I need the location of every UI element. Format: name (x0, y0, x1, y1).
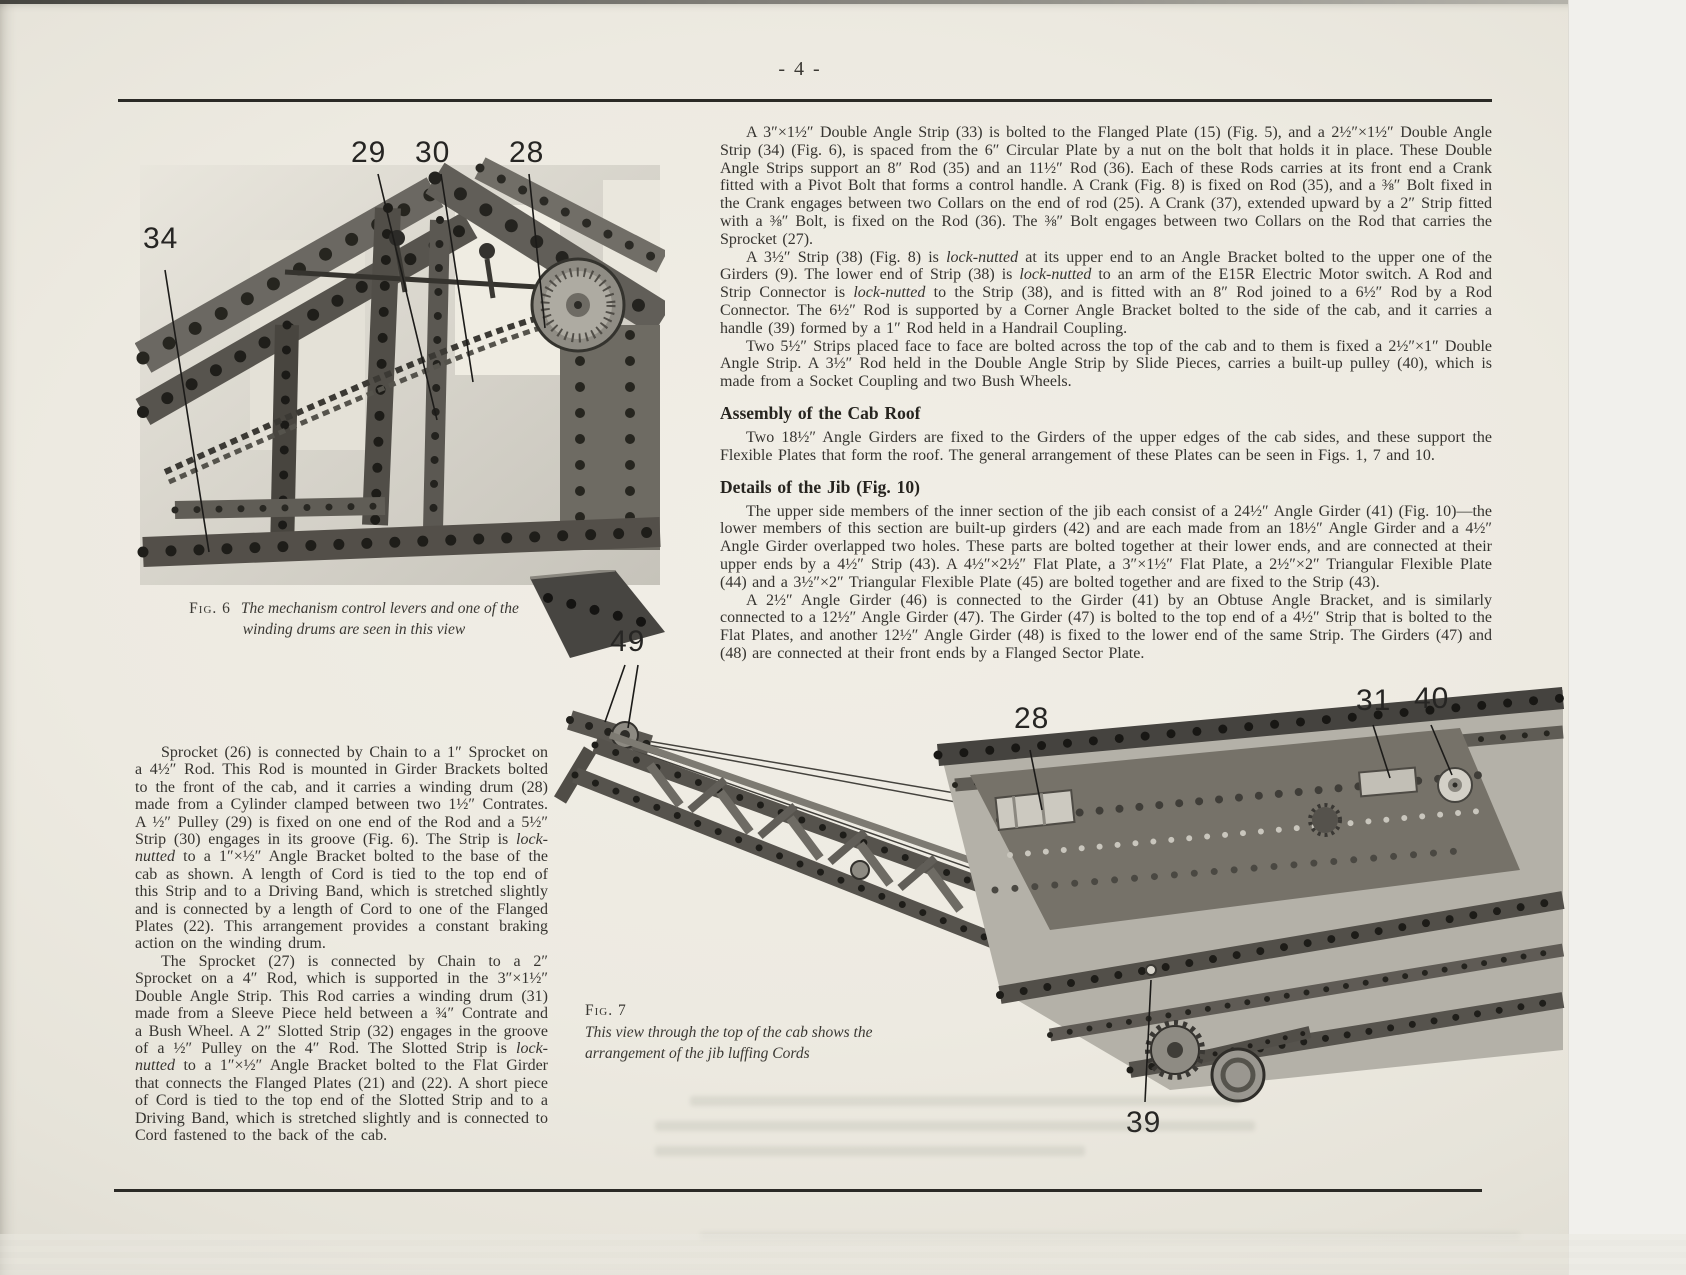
section-heading: Details of the Jib (Fig. 10) (720, 476, 920, 497)
show-through-text (690, 1096, 1240, 1106)
fig7-photo (530, 570, 1565, 1170)
side-plate (560, 325, 660, 550)
fig6-illustration (135, 120, 665, 590)
paragraph: A 2½″ Angle Girder (46) is connected to the Girder (41) by an Obtuse Angle Bracket, and is similarly connected to a 12½″ Angle Girder (47). The Girder (47) is bolted to the top end of a 4½″ Strip that is bolted to the Flat Plates, and another 12½″ Angle Girder (48) is fixed to the lower end of the same Strip. The Girders (47) and (48) are connected at their front ends by a Flanged Sector Plate. (720, 591, 1492, 662)
page-bottom-edge (0, 1234, 1686, 1275)
top-rule (118, 99, 1492, 102)
left-column (135, 744, 548, 1144)
paragraph: The Sprocket (27) is connected by Chain to a 2″ Sprocket on a 4″ Rod, which is supported in the 3″×1½″ Double Angle Strip. This Rod carries a winding drum (31) made from a Sleeve Piece held between a ¾″ Contrate and a Bush Wheel. A 2″ Slotted Strip (32) engages in the groove of a ½″ Pulley on the 4″ Rod. The Slotted Strip is lock-nutted to a 1″×½″ Angle Bracket bolted to the Flat Girder that connects the Flanged Plates (21) and (22). A short piece of Cord is tied to the top end of the Slotted Strip and to a Driving Band, which is stretched slightly and is connected to Cord fastened to the back of the cab. (135, 952, 548, 1144)
paragraph: Sprocket (26) is connected by Chain to a 1″ Sprocket on a 4½″ Rod. This Rod is mounted in Girder Brackets bolted to the front of the cab, and it carries a winding drum (28) made from a Cylinder clamped between two 1½″ Contrates. A ½″ Pulley (29) is fixed on one end of the Rod and a 5½″ Strip (30) engages in its groove (Fig. 6). The Strip is lock-nutted to a 1″×½″ Angle Bracket bolted to the base of the cab as shown. A length of Cord is tied to the top end of this Strip and to a Driving Band, which is stretched slightly and is connected by a length of Cord to one of the Flanged Plates (22). This arrangement provides a constant braking action on the winding drum. (135, 744, 548, 953)
fig7-illustration (530, 570, 1565, 1170)
bottom-rule (114, 1189, 1482, 1192)
paragraph: Two 5½″ Strips placed face to face are bolted across the top of the cab and to them is fixed a 2½″×1″ Double Angle Strip. A 3½″ Rod held in the Double Angle Strip by Slide Pieces, carries a built-up pulley (40), which is made from a Socket Coupling and two Bush Wheels. (720, 337, 1492, 391)
fig6-caption (168, 598, 540, 640)
paragraph: Two 18½″ Angle Girders are fixed to the Girders of the upper edges of the cab sides, and these support the Flexible Plates that form the roof. The general arrangement of these Plates can be seen in Figs. 1, 7 and 10. (720, 428, 1492, 464)
show-through-text (655, 1121, 1255, 1131)
callout-label: 40 (1414, 682, 1450, 715)
callout-label: 39 (1126, 1106, 1162, 1139)
winding-drum (532, 259, 624, 351)
fig6-photo (135, 120, 665, 590)
callout-label: 30 (415, 136, 451, 169)
scan-top-edge (0, 0, 1686, 4)
page-right-edge (1568, 0, 1686, 1275)
show-through-text (655, 1146, 1085, 1156)
callout-label: 29 (351, 136, 387, 169)
paragraph: A 3½″ Strip (38) (Fig. 8) is lock-nutted at its upper end to an Angle Bracket bolted to the upper one of the Girders (9). The lower end of Strip (38) is lock-nutted to an arm of the E15R Electric Motor switch. A Rod and Strip Connector is lock-nutted to the Strip (38), and is fitted with an 8″ Rod joined to a 6½″ Rod by a Rod Connector. The 6½″ Rod is supported by a Corner Angle Bracket bolted to the side of the cab, and it carries a handle (39) formed by a 1″ Rod held in a Handrail Coupling. (720, 248, 1493, 337)
fig7-caption (585, 1000, 937, 1064)
paragraph: A 3″×1½″ Double Angle Strip (33) is bolted to the Flanged Plate (15) (Fig. 5), and a 2½″×1½″ Double Angle Strip (34) (Fig. 6), is spaced from the 6″ Circular Plate by a nut on the bolt that holds it in place. These Double Angle Strips support an 8″ Rod (35) and an 11½″ Rod (36). Each of these Rods carries at its front end a Crank fitted with a Pivot Bolt that forms a control handle. A Crank (Fig. 8) is fixed on Rod (35), and a ⅜″ Bolt fixed in the Crank engages between two Collars on the end of rod (25). A Crank (37), extended upward by a 2″ Strip fitted with a ⅜″ Bolt, is fixed on the Rod (36). The ⅜″ Bolt engages between two Collars on the Rod that carries the Sprocket (27). (720, 124, 1492, 248)
callout-label: 49 (610, 625, 646, 658)
callout-label: 28 (509, 136, 545, 169)
paragraph: The upper side members of the inner section of the jib each consist of a 24½″ Angle Girder (41) (Fig. 10)—the lower members of this section are built-up girders (42) and are each made from an 18½″ Angle Girder and a 4½″ Angle Girder overlapped two holes. These parts are bolted together at their lower ends, and are connected at their upper ends by a 4½″ Strip (43). A 4½″×2½″ Flat Plate, a 3″×1½″ Flat Plate, a 2½″×2″ Triangular Flexible Plate (44) and a 3½″×2″ Triangular Flexible Plate (45) are bolted together and are fixed to the Strip (43). (720, 502, 1492, 591)
fig6-caption-text: The mechanism control levers and one of the winding drums are seen in this view (240, 600, 519, 638)
callout-label: 31 (1356, 684, 1392, 717)
cab-top (938, 690, 1563, 1090)
callout-label: 34 (143, 222, 179, 255)
callout-label: 28 (1014, 702, 1050, 735)
fig7-label: Fig. 7 (585, 1002, 627, 1019)
page-number: - 4 - (778, 58, 822, 80)
fig6-label: Fig. 6 (189, 600, 231, 617)
fig7-caption-text: This view through the top of the cab shows the arrangement of the jib luffing Cords (585, 1024, 873, 1062)
section-heading: Assembly of the Cab Roof (720, 402, 921, 423)
winding-drum-28 (996, 790, 1075, 830)
